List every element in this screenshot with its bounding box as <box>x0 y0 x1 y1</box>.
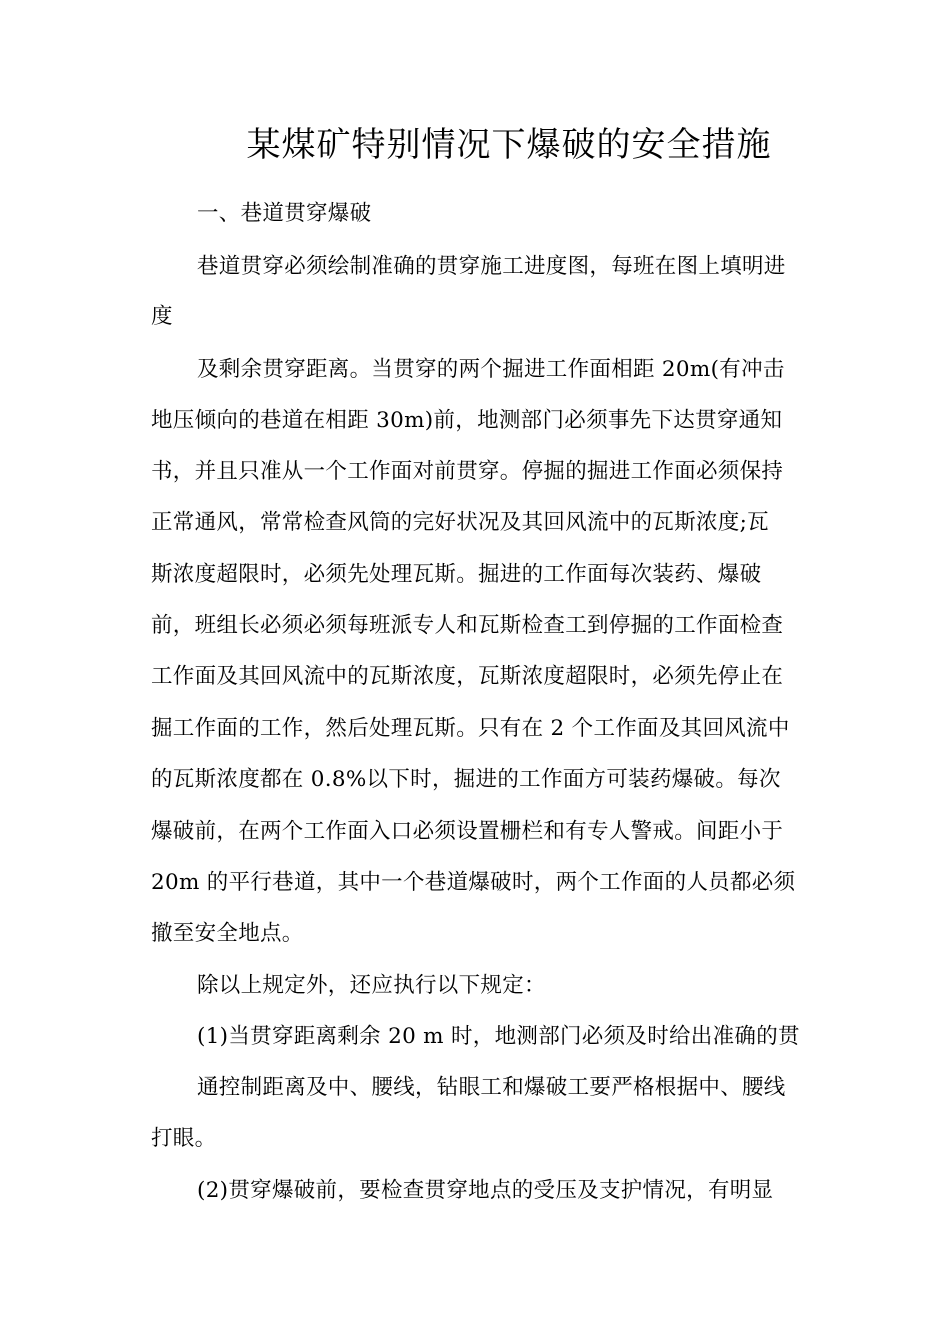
paragraph-line: 爆破前，在两个工作面入口必须设置栅栏和有专人警戒。间距小于 <box>151 819 784 844</box>
paragraph-line: 前，班组长必须必须每班派专人和瓦斯检查工到停掘的工作面检查 <box>151 613 784 638</box>
list-item-line: (1)当贯穿距离剩余 20 m 时，地测部门必须及时给出准确的贯 <box>197 1024 800 1049</box>
paragraph-line: 工作面及其回风流中的瓦斯浓度，瓦斯浓度超限时，必须先停止在 <box>151 664 784 689</box>
list-item-line: (2)贯穿爆破前，要检查贯穿地点的受压及支护情况，有明显 <box>197 1178 774 1203</box>
paragraph-line: 及剩余贯穿距离。当贯穿的两个掘进工作面相距 20m(有冲击 <box>197 357 785 382</box>
paragraph-line: 度 <box>151 304 173 329</box>
paragraph-line: 正常通风，常常检查风筒的完好状况及其回风流中的瓦斯浓度;瓦 <box>151 510 769 535</box>
paragraph-line: 斯浓度超限时，必须先处理瓦斯。掘进的工作面每次装药、爆破 <box>151 562 762 587</box>
paragraph-line: 20m 的平行巷道，其中一个巷道爆破时，两个工作面的人员都必须 <box>151 870 796 895</box>
paragraph-line: 巷道贯穿必须绘制准确的贯穿施工进度图，每班在图上填明进 <box>197 254 786 279</box>
list-item-line: 打眼。 <box>151 1126 217 1151</box>
document-title: 某煤矿特别情况下爆破的安全措施 <box>246 125 772 165</box>
paragraph-line: 撤至安全地点。 <box>151 921 304 946</box>
paragraph-line: 掘工作面的工作，然后处理瓦斯。只有在 2 个工作面及其回风流中 <box>151 716 790 741</box>
list-item-line: 通控制距离及中、腰线，钻眼工和爆破工要严格根据中、腰线 <box>197 1075 786 1100</box>
paragraph-line: 书，并且只准从一个工作面对前贯穿。停掘的掘进工作面必须保持 <box>151 459 784 484</box>
paragraph-line: 的瓦斯浓度都在 0.8%以下时，掘进的工作面方可装药爆破。每次 <box>151 767 781 792</box>
paragraph-line: 地压倾向的巷道在相距 30m)前，地测部门必须事先下达贯穿通知 <box>151 408 783 433</box>
paragraph-line: 除以上规定外，还应执行以下规定： <box>197 973 546 998</box>
section-heading: 一、巷道贯穿爆破 <box>197 201 372 226</box>
